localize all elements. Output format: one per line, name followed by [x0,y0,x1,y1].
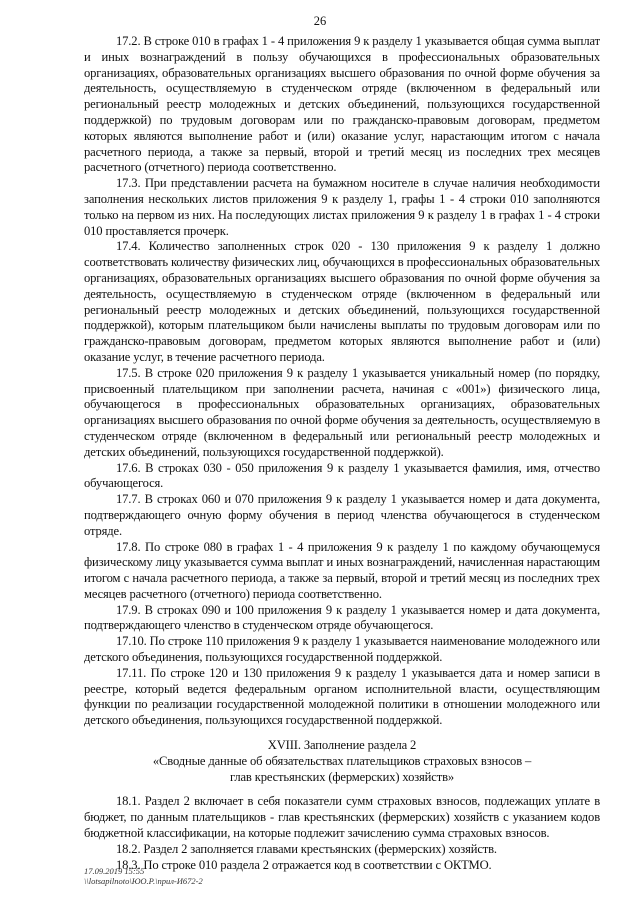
paragraph-17-9: 17.9. В строках 090 и 100 приложения 9 к разделу 1 указывается номер и дата документа, подтверждающего членство в студенческом отряде обучающегося. [84,602,600,633]
footer-timestamp: 17.09.2019 15:55 [84,866,145,876]
paragraph-18-3: 18.3. По строке 010 раздела 2 отражается код в соответствии с ОКТМО. [116,857,492,872]
footer-file-path: \\lotsapilnoto\ЮО.Р.\прил-И672-2 [84,876,203,886]
paragraph-18-1: 18.1. Раздел 2 включает в себя показатели сумм страховых взносов, подлежащих уплате в бюджет, по данным плательщиков - глав крестьянских (фермерских) хозяйств с указанием кодов бюджетной классификации, на которые подлежит зачислению сумма страховых взносов. [84,794,600,841]
paragraph-17-6: 17.6. В строках 030 - 050 приложения 9 к разделу 1 указывается фамилия, имя, отчество обучающегося. [84,460,600,491]
paragraph-18-2: 18.2. Раздел 2 заполняется главами крестьянских (фермерских) хозяйств. [116,841,497,856]
section-title: XVIII. Заполнение раздела 2 [267,738,417,753]
paragraph-17-2: 17.2. В строке 010 в графах 1 - 4 приложения 9 к разделу 1 указывается общая сумма выплат и иных вознаграждений в пользу обучающихся в профессиональных образовательных организациях, образовательных организациях высшего образования по очной форме обучения за деятельность, осуществляемую в студенческом отряде (включенном в федеральный или региональный реестр молодежных и детских объединений, пользующихся государственной поддержкой) по трудовым договорам или по гражданско-правовым договорам, предметом которых являются выполнение работ и (или) оказание услуг, нарастающим итогом с начала расчетного периода, а также за первый, второй и третий месяц из последних трех месяцев расчетного (отчетного) периода соответственно. [84,34,600,175]
paragraph-17-5: 17.5. В строке 020 приложения 9 к разделу 1 указывается уникальный номер (по порядку, присвоенный плательщиком при заполнении расчета, начиная с «001») физического лица, обучающегося в профессиональных образовательных организациях, образовательных организациях высшего образования по очной форме обучения за деятельность, осуществляемую в студенческом отряде (включенном в федеральный или региональный реестр молодежных и детских объединений, пользующихся государственной поддержкой). [84,365,600,459]
section-subtitle-line2: глав крестьянских (фермерских) хозяйств» [229,769,455,784]
paragraph-17-8: 17.8. По строке 080 в графах 1 - 4 приложения 9 к разделу 1 по каждому обучающемуся физическому лицу указывается сумма выплат и иных вознаграждений, начисленная нарастающим итогом с начала расчетного периода, а также за первый, второй и третий месяц из последних трех месяцев расчетного (отчетного) периода соответственно. [84,539,600,601]
paragraph-17-4: 17.4. Количество заполненных строк 020 - 130 приложения 9 к разделу 1 должно соответствовать количеству физических лиц, обучающихся в профессиональных образовательных организациях, образовательных организациях высшего образования по очной форме обучения за деятельность, осуществляемую в студенческом отряде (включенном в федеральный или региональный реестр молодежных и детских объединений, пользующихся государственной поддержкой), которым плательщиком были начислены выплаты по трудовым договорам или по гражданско-правовым договорам, предметом которых являются выполнение работ и (или) оказание услуг, в течение расчетного периода. [84,239,600,364]
paragraph-17-7: 17.7. В строках 060 и 070 приложения 9 к разделу 1 указывается номер и дата документа, подтверждающего очную форму обучения в период членства обучающегося в студенческом отряде. [84,492,600,538]
paragraph-17-3: 17.3. При представлении расчета на бумажном носителе в случае наличия необходимости заполнения нескольких листов приложения 9 к разделу 1, графы 1 - 4 строки 010 заполняются только на первом из них. На последующих листах приложения 9 к разделу 1 в графах 1 - 4 строки 010 проставляется прочерк. [84,176,600,238]
page-number: 26 [313,14,327,28]
section-subtitle-line1: «Сводные данные об обязательствах плательщиков страховых взносов – [152,753,532,768]
paragraph-17-11: 17.11. По строке 120 и 130 приложения 9 к разделу 1 указывается дата и номер записи в реестре, который ведется федеральным органом исполнительной власти, осуществляющим функции по реализации государственной молодежной политики в отношении молодежного или детского объединения, пользующихся государственной поддержкой. [84,665,600,728]
document-body [84,34,600,873]
paragraph-17-10: 17.10. По строке 110 приложения 9 к разделу 1 указывается наименование молодежного или детского объединения, пользующихся государственной поддержкой. [84,634,600,665]
section-subtitle [84,754,600,786]
footer-stamp [84,866,203,886]
